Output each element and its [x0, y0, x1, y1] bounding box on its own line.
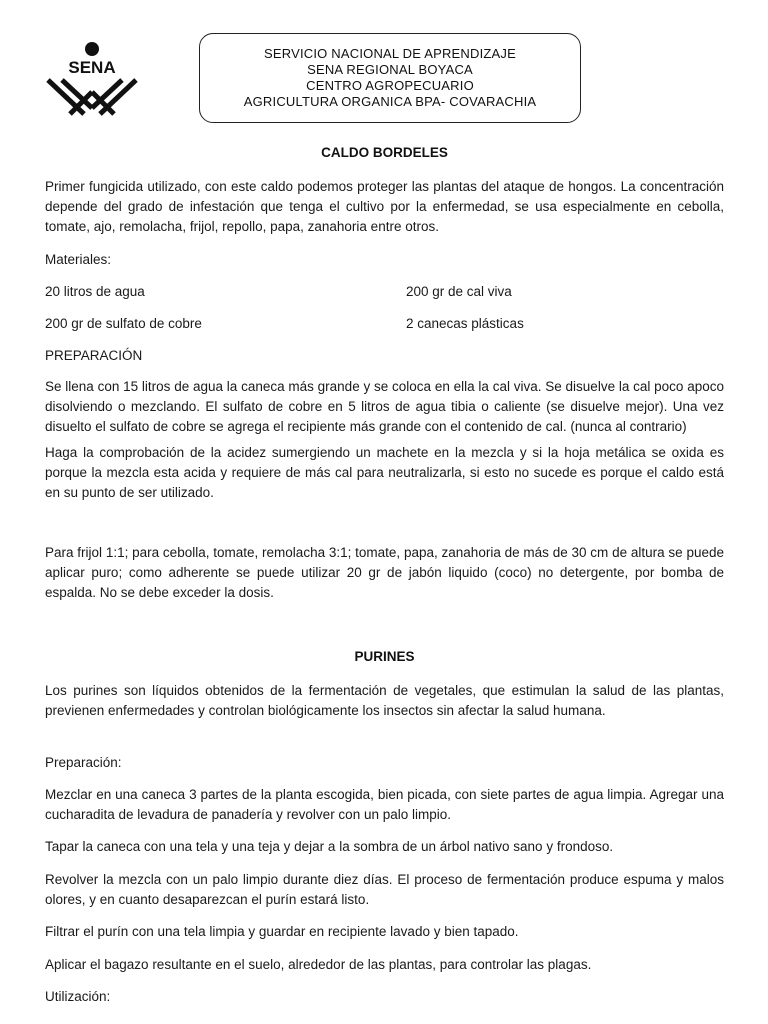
- caldo-paragraph: Se llena con 15 litros de agua la caneca más grande y se coloca en ella la cal viva. Se disuelve la cal poco apoco disolviendo o mezclando. El sulfato de cobre en 5 litros de agua tibia o caliente (se disuelve mejor). Una vez disuelto el sulfato de cobre se agrega el recipiente más grande con el contenido de cal. (nunca al contrario): [45, 379, 724, 434]
- material-item: 20 litros de agua: [45, 284, 145, 299]
- header-line-3: CENTRO AGROPECUARIO: [306, 78, 474, 93]
- purines-step: Tapar la caneca con una tela y una teja y dejar a la sombra de un árbol nativo sano y frondoso.: [45, 839, 614, 854]
- material-item: 2 canecas plásticas: [406, 316, 524, 331]
- preparacion-label: PREPARACIÓN: [45, 348, 143, 363]
- materiales-row-1: [45, 282, 724, 302]
- header-line-2: SENA REGIONAL BOYACA: [307, 62, 473, 77]
- materiales-row-2: [45, 314, 724, 334]
- purines-title: PURINES: [354, 649, 415, 664]
- material-item: 200 gr de sulfato de cobre: [45, 316, 202, 331]
- caldo-paragraph: Para frijol 1:1; para cebolla, tomate, remolacha 3:1; tomate, papa, zanahoria de más de 30 cm de altura se puede aplicar puro; como adherente se puede utilizar 20 gr de jabón liquido (coco) no detergente, por bomba de espalda. No se debe exceder la dosis.: [45, 545, 724, 600]
- materiales-label: Materiales:: [45, 252, 112, 267]
- purines-step: Filtrar el purín con una tela limpia y guardar en recipiente lavado y bien tapado.: [45, 924, 519, 939]
- purines-step: Revolver la mezcla con un palo limpio durante diez días. El proceso de fermentación produce espuma y malos olores, y en cuanto desaparezcan el purín estará listo.: [45, 872, 724, 907]
- caldo-intro: Primer fungicida utilizado, con este caldo podemos proteger las plantas del ataque de hongos. La concentración depende del grado de infestación que tenga el cultivo por la enfermedad, se usa especialmente en cebolla, tomate, ajo, remolacha, frijol, repollo, papa, zanahoria entre otros.: [45, 179, 724, 234]
- institution-header: [199, 33, 581, 123]
- caldo-title: CALDO BORDELES: [321, 145, 448, 160]
- purines-step: Aplicar el bagazo resultante en el suelo, alrededor de las plantas, para controlar las plagas.: [45, 957, 592, 972]
- purines-preparacion-label: Preparación:: [45, 755, 122, 770]
- material-item: 200 gr de cal viva: [406, 284, 512, 299]
- purines-step: Mezclar en una caneca 3 partes de la planta escogida, bien picada, con siete partes de agua limpia. Agregar una cucharadita de levadura de panadería y revolver con un palo limpio.: [45, 787, 724, 822]
- logo-text: SENA: [68, 58, 116, 77]
- purines-intro: Los purines son líquidos obtenidos de la fermentación de vegetales, que estimulan la salud de las plantas, previenen enfermedades y controlan biológicamente los insectos sin afectar la salud humana.: [45, 683, 724, 718]
- sena-logo: [44, 40, 140, 116]
- header-line-4: AGRICULTURA ORGANICA BPA- COVARACHIA: [243, 94, 537, 109]
- caldo-paragraph: Haga la comprobación de la acidez sumergiendo un machete en la mezcla y si la hoja metálica se oxida es porque la mezcla esta acida y requiere de más cal para neutralizarla, si esto no sucede es porque el caldo está en su punto de ser utilizado.: [45, 445, 724, 500]
- utilizacion-label: Utilización:: [45, 989, 111, 1004]
- header-line-1: SERVICIO NACIONAL DE APRENDIZAJE: [263, 46, 517, 61]
